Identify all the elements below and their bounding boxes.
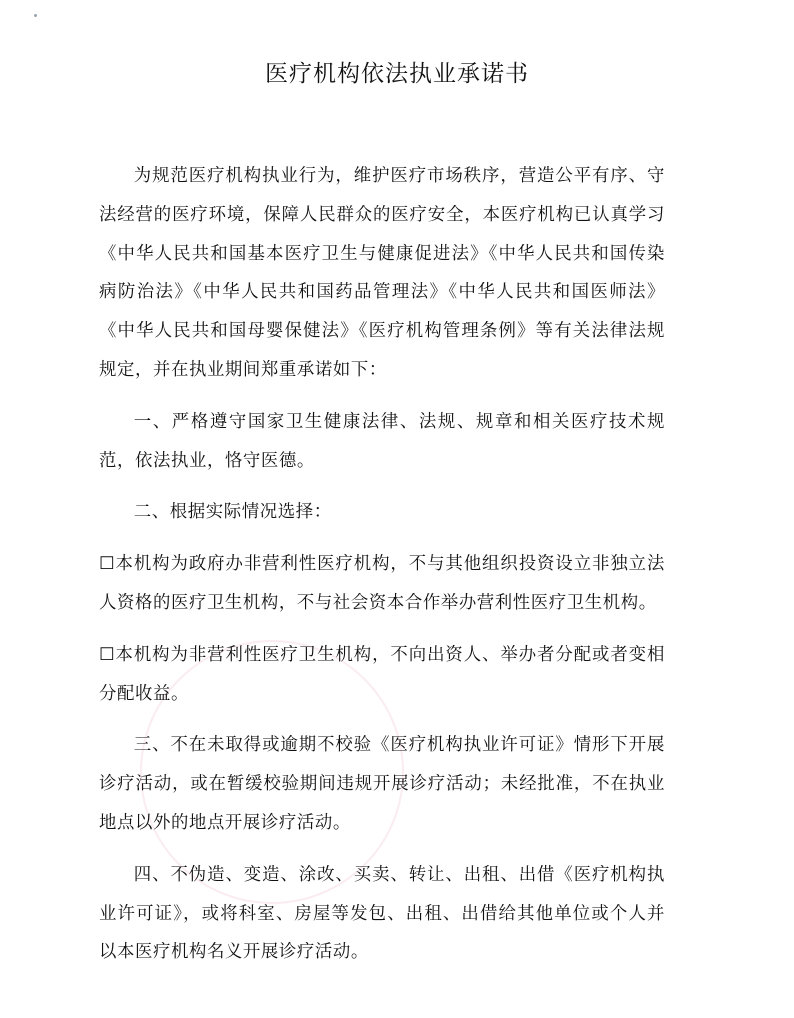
option-public-nonprofit: ☐本机构为政府办非营利性医疗机构，不与其他组织投资设立非独立法人资格的医疗卫生机构，不与社会资本合作举办营利性医疗卫生机构。 xyxy=(99,554,665,613)
option-nonprofit: ☐本机构为非营利性医疗卫生机构，不向出资人、举办者分配或者变相分配收益。 xyxy=(99,644,665,704)
scan-speck xyxy=(34,14,37,17)
document-title: 医疗机构依法执业承诺书 xyxy=(265,61,529,87)
intro-paragraph: 为规范医疗机构执业行为，维护医疗市场秩序，营造公平有序、守法经营的医疗环境，保障人民群众的医疗安全，本医疗机构已认真学习《中华人民共和国基本医疗卫生与健康促进法》《中华人民共和国传染病防治法》《中华人民共和国药品管理法》《中华人民共和国医师法》《中华人民共和国母婴保健法》《医疗机构管理条例》等有关法律法规规定，并在执业期间郑重承诺如下： xyxy=(99,166,665,380)
document-body xyxy=(99,157,665,985)
commitment-4: 四、不伪造、变造、涂改、买卖、转让、出租、出借《医疗机构执业许可证》，或将科室、房屋等发包、出租、出借给其他单位或个人并以本医疗机构名义开展诊疗活动。 xyxy=(99,864,665,963)
commitment-2-heading: 二、根据实际情况选择： xyxy=(133,502,332,523)
commitment-3: 三、不在未取得或逾期不校验《医疗机构执业许可证》情形下开展诊疗活动，或在暂缓校验期间违规开展诊疗活动；未经批准，不在执业地点以外的地点开展诊疗活动。 xyxy=(99,735,665,833)
commitment-1: 一、严格遵守国家卫生健康法律、法规、规章和相关医疗技术规范，依法执业，恪守医德。 xyxy=(99,411,665,471)
